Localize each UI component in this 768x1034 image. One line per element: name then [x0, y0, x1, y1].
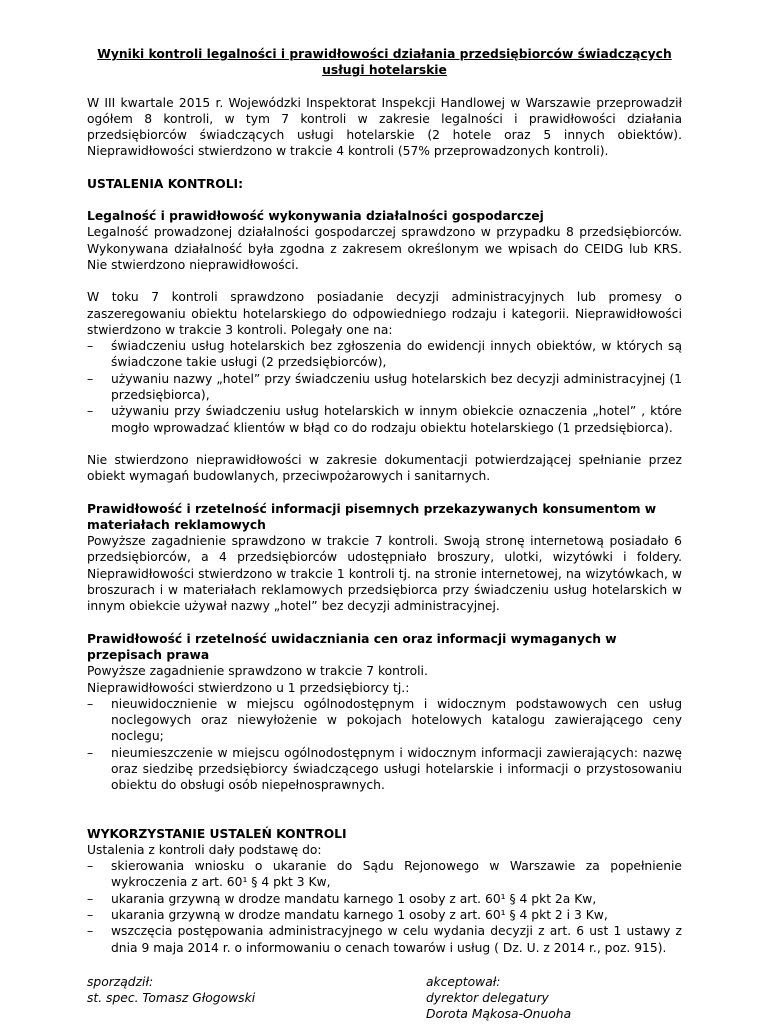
signature-accepted-by [426, 974, 571, 1022]
intro-paragraph: W III kwartale 2015 r. Wojewódzki Inspektorat Inspekcji Handlowej w Warszawie przeprowadził ogółem 8 kontroli, w tym 7 kontroli w zakresie legalności i prawidłowości działania przedsiębiorców świadczących usługi hotelarskie (2 hotele oraz 5 innych obiektów). Nieprawidłowości stwierdzono w trakcie 4 kontroli (57% przeprowadzonych kontroli). [87, 95, 682, 159]
signature-name: Dorota Mąkosa-Onuoha [426, 1006, 572, 1021]
list-item: – wszczęcia postępowania administracyjnego w celu wydania decyzji z art. 6 ust 1 ustawy z dnia 9 maja 2014 r. o informowaniu o cenach towarów i usług ( Dz. U. z 2014 r., poz. 915). [87, 923, 682, 956]
list-item: – skierowania wniosku o ukaranie do Sądu Rejonowego w Warszawie za popełnienie wykroczenia z art. 60¹ § 4 pkt 3 Kw, [87, 858, 682, 891]
list-item: – ukarania grzywną w drodze mandatu karnego 1 osoby z art. 60¹ § 4 pkt 2a Kw, [87, 891, 682, 907]
signature-title: dyrektor delegatury [426, 990, 549, 1005]
section-3-heading: Prawidłowość i rzetelność uwidaczniania cen oraz informacji wymaganych w przepisach prawa [87, 631, 617, 662]
section-2-paragraph-1: Powyższe zagadnienie sprawdzono w trakcie 7 kontroli. Swoją stronę internetową posiadało 6 przedsiębiorców, a 4 przedsiębiorców udostępniało broszury, ulotki, wizytówki i foldery. Nieprawidłowości stwierdzono w trakcie 1 kontroli tj. na stronie internetowej, na wizytówkach, w broszurach i w materiałach reklamowych przedsiębiorca przy świadczeniu usług hotelarskich w innym obiekcie używał nazwy „hotel” bez decyzji administracyjnej. [87, 534, 682, 614]
signature-role: akceptował: [426, 974, 501, 989]
section-1-paragraph-1: Legalność prowadzonej działalności gospodarczej sprawdzono w przypadku 8 przedsiębiorców. Wykonywana działalność była zgodna z zakresem określonym we wpisach do CEIDG lub KRS. Nie stwierdzono nieprawidłowości. [87, 225, 682, 272]
signatures [87, 974, 682, 1034]
list-item: – świadczeniu usług hotelarskich bez zgłoszenia do ewidencji innych obiektów, w których są świadczone takie usługi (2 przedsiębiorców), [87, 338, 682, 371]
section-2-heading: Prawidłowość i rzetelność informacji pisemnych przekazywanych konsumentom w materiałach reklamowych [87, 501, 657, 532]
list-item: – nieumieszczenie w miejscu ogólnodostępnym i widocznym informacji zawierających: nazwę oraz siedzibę przedsiębiorcy świadczącego usługi hotelarskie i informacji o przystosowaniu obiektu do obsługi osób niepełnosprawnych. [87, 745, 682, 794]
signature-name: st. spec. Tomasz Głogowski [87, 990, 256, 1005]
section-1-heading: Legalność i prawidłowość wykonywania działalności gospodarczej [87, 209, 544, 224]
document-page [87, 46, 682, 1034]
usage-heading: WYKORZYSTANIE USTALEŃ KONTROLI [87, 826, 347, 841]
usage-list [87, 858, 682, 956]
section-3-list [87, 696, 682, 794]
section-1-list [87, 338, 682, 436]
section-1-paragraph-3: Nie stwierdzono nieprawidłowości w zakresie dokumentacji potwierdzającej spełnianie przez obiekt wymagań budowlanych, przeciwpożarowych i sanitarnych. [87, 452, 682, 484]
signature-prepared-by [87, 974, 255, 1006]
findings-heading: USTALENIA KONTROLI: [87, 176, 244, 191]
list-item: – nieuwidocznienie w miejscu ogólnodostępnym i widocznym podstawowych cen usług noclegowych oraz niewyłożenie w pokojach hotelowych katalogu zawierającego ceny noclegu; [87, 696, 682, 745]
list-item: – ukarania grzywną w drodze mandatu karnego 1 osoby z art. 60¹ § 4 pkt 2 i 3 Kw, [87, 907, 682, 923]
section-3-line-1: Powyższe zagadnienie sprawdzono w trakcie 7 kontroli. [87, 664, 428, 679]
list-item: – używaniu nazwy „hotel” przy świadczeniu usług hotelarskich bez decyzji administracyjnej (1 przedsiębiorca), [87, 371, 682, 404]
section-1-paragraph-2: W toku 7 kontroli sprawdzono posiadanie decyzji administracyjnych lub promesy o zaszeregowaniu obiektu hotelarskiego do odpowiedniego rodzaju i kategorii. Nieprawidłowości stwierdzono w trakcie 3 kontroli. Polegały one na: [87, 290, 682, 337]
signature-role: sporządził: [87, 974, 154, 989]
list-item: – używaniu przy świadczeniu usług hotelarskich w innym obiekcie oznaczenia „hotel” , które mogło wprowadzać klientów w błąd co do rodzaju obiektu hotelarskiego (1 przedsiębiorca). [87, 403, 682, 436]
section-3-line-2: Nieprawidłowości stwierdzono u 1 przedsiębiorcy tj.: [87, 680, 410, 695]
document-title: Wyniki kontroli legalności i prawidłowości działania przedsiębiorców świadczących usługi hotelarskie [97, 47, 672, 78]
usage-intro: Ustalenia z kontroli dały podstawę do: [87, 842, 322, 857]
